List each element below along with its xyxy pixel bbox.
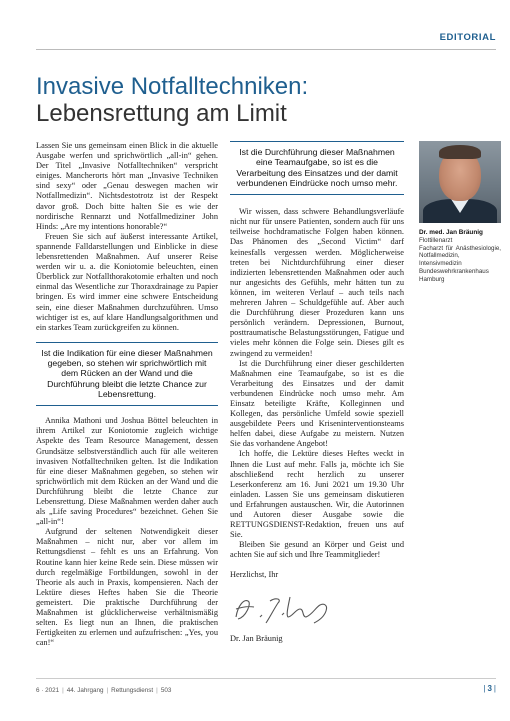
paragraph: Ich hoffe, die Lektüre dieses Heftes weckt in Ihnen die Lust auf mehr. Falls ja, möchte ich Sie abschließend recht herzlich zu unserer Leserkonferenz am 16. Juni 2021 um 19.30 Uhr einladen. Lassen Sie uns gemeinsam diskutieren und Erfahrungen austauschen. Wir, die Autorinnen und Autoren dieser Ausgabe sowie die RETTUNGSDIENST-Redaktion, freuen uns auf Sie. bbox=[230, 449, 404, 540]
author-bio bbox=[419, 237, 501, 283]
author-photo bbox=[419, 141, 501, 223]
column-left bbox=[36, 141, 218, 648]
paragraph: Ist die Durchführung einer dieser geschilderten Maßnahmen eine Teamaufgabe, so ist es die Verarbeitung des Einsatzes und der damit verbundenen Eindrücke noch umso mehr. Am Einsatz beteiligte Kräfte, Kolleginnen und Kollegen, das persönliche Umfeld sowie speziell ausgebildete Peers und Kriseninterventionsteams helfen dabei, diese Aufgabe zu meistern. Nutzen Sie das vorhandene Angebot! bbox=[230, 358, 404, 449]
signature-block bbox=[230, 570, 404, 643]
paragraph: Bleiben Sie gesund an Körper und Geist und achten Sie auf sich und Ihre Teammitglieder! bbox=[230, 540, 404, 560]
paragraph: Freuen Sie sich auf äußerst interessante Artikel, spannende Falldarstellungen und Einblicke in diese lebensrettenden Maßnahmen. Auf unserer Reise werden wir u. a. die Koniotomie beleuchten, einen Überblick zur Notfallthorakotomie erhalten und noch einmal das Wesentliche zur Thoraxdrainage zu Papier bringen. Es wird immer eine schwere Entscheidung sein, eine dieser Maßnahmen durchzuführen. Umso wichtiger ist es, auf klare Handlungsalgorithmen und ein starkes Team zurückgreifen zu können. bbox=[36, 231, 218, 332]
section-label: EDITORIAL bbox=[439, 32, 496, 43]
author-name: Dr. med. Jan Bräunig bbox=[419, 229, 483, 236]
top-divider bbox=[36, 49, 496, 50]
paragraph: Wir wissen, dass schwere Behandlungsverläufe nicht nur für unsere Patienten, sondern auch für uns teilweise hochdramatische Folgen haben können. Das Phänomen des „Second Victim“ darf keinesfalls vergessen werden. Möglicherweise treten bei Nichtdurchführung einer dieser indizierten lebensrettenden Maßnahmen oder auch nur angesichts des Gefühls, mehr hätten tun zu können, im weiteren Verlauf – auch teils nach mehreren Jahren – Schuldgefühle auf. Aber auch die Durchführung dieser Prozeduren kann uns persönlich verändern. Depressionen, Burnout, posttraumatische Belastungsstörungen, Fatigue und vieles mehr können die Folge sein. Dieses gilt es zwingend zu vermeiden! bbox=[230, 207, 404, 358]
paragraph: Aufgrund der seltenen Notwendigkeit dieser Maßnahmen – nicht nur, aber vor allem im Rettungsdienst – fehlt es uns an Erfahrung. Von Routine kann hier keine Rede sein. Diese müssen wir durch regelmäßige Fortbildungen, sowohl in der Theorie als auch in Praxis, kompensieren. Nach der Lektüre dieses Heftes haben Sie die Theorie gemeistert. Die praktische Durchführung der Maßnahmen ist glücklicherweise verhältnismäßig selten. Es liegt nun an Ihnen, die praktischen Fertigkeiten zu erlernen und aufzufrischen: „Yes, you can!“ bbox=[36, 527, 218, 648]
footer-meta: 6 · 2021 | 44. Jahrgang | Rettungsdienst | 503 bbox=[36, 687, 172, 694]
footer-issue: 6 · 2021 bbox=[36, 687, 60, 694]
page-number-value: 3 bbox=[487, 684, 492, 693]
page-title bbox=[36, 73, 416, 127]
footer-journal: Rettungsdienst bbox=[111, 687, 154, 694]
pull-quote: Ist die Durchführung dieser Maßnahmen eine Teamaufgabe, so ist es die Verarbeitung des Einsatzes und der damit verbundenen Eindrücke noch umso mehr. bbox=[230, 141, 404, 195]
column-middle bbox=[230, 141, 404, 644]
author-bio-line: Bundeswehrkrankenhaus Hamburg bbox=[419, 267, 489, 283]
title-line-2: Lebensrettung am Limit bbox=[36, 100, 287, 127]
pull-quote: Ist die Indikation für eine dieser Maßnahmen gegeben, so stehen wir sprichwörtlich mit dem Rücken an der Wand und die Durchführung bleibt die letzte Chance zur Lebensrettung. bbox=[36, 342, 218, 406]
paragraph: Annika Mathoni und Joshua Böttel beleuchten in ihrem Artikel zur Koniotomie zugleich wichtige Aspekte des Team Resource Management, dessen Grundsätze selbstverständlich auch für alle weiteren invasiven Notfalltechniken gelten. Ist die Indikation für eine dieser Maßnahmen gegeben, so stehen wir sprichwörtlich mit dem Rücken an der Wand und die Durchführung bleibt die letzte Chance zur Lebensrettung. Diese Maßnahmen werden daher auch als „Life saving Procedures“ bezeichnet. Gehen Sie „all-in“! bbox=[36, 416, 218, 527]
author-sidebar bbox=[419, 141, 501, 283]
footer-volume: 44. Jahrgang bbox=[66, 687, 104, 694]
signature-image bbox=[230, 587, 340, 629]
footer-page-code: 503 bbox=[160, 687, 172, 694]
paragraph: Lassen Sie uns gemeinsam einen Blick in die aktuelle Ausgabe werfen und sprichwörtlich „all-in“ gehen. Der Titel „Invasive Notfalltechniken“ verspricht einiges. Mancherorts hört man „Invasive Techniken sind sexy“ oder „Genau deswegen machen wir Notfallmedizin“. Nichtsdestotrotz ist der Respekt davor groß. Doch bitte halten Sie es wie der nordirische Rennarzt und Notfallmediziner John Hinds: „Are my intentions honorable?“ bbox=[36, 141, 218, 231]
author-bio-line: Facharzt für Anästhesiologie, Notfallmedizin, Intensivmedizin bbox=[419, 244, 501, 268]
greeting: Herzlichst, Ihr bbox=[230, 570, 279, 580]
page-number: | 3 | bbox=[483, 684, 496, 693]
title-line-1: Invasive Notfalltechniken: bbox=[36, 73, 309, 100]
signoff-name: Dr. Jan Bräunig bbox=[230, 633, 283, 643]
footer-divider bbox=[36, 678, 496, 679]
author-bio-line: Flottillenarzt bbox=[419, 237, 453, 244]
